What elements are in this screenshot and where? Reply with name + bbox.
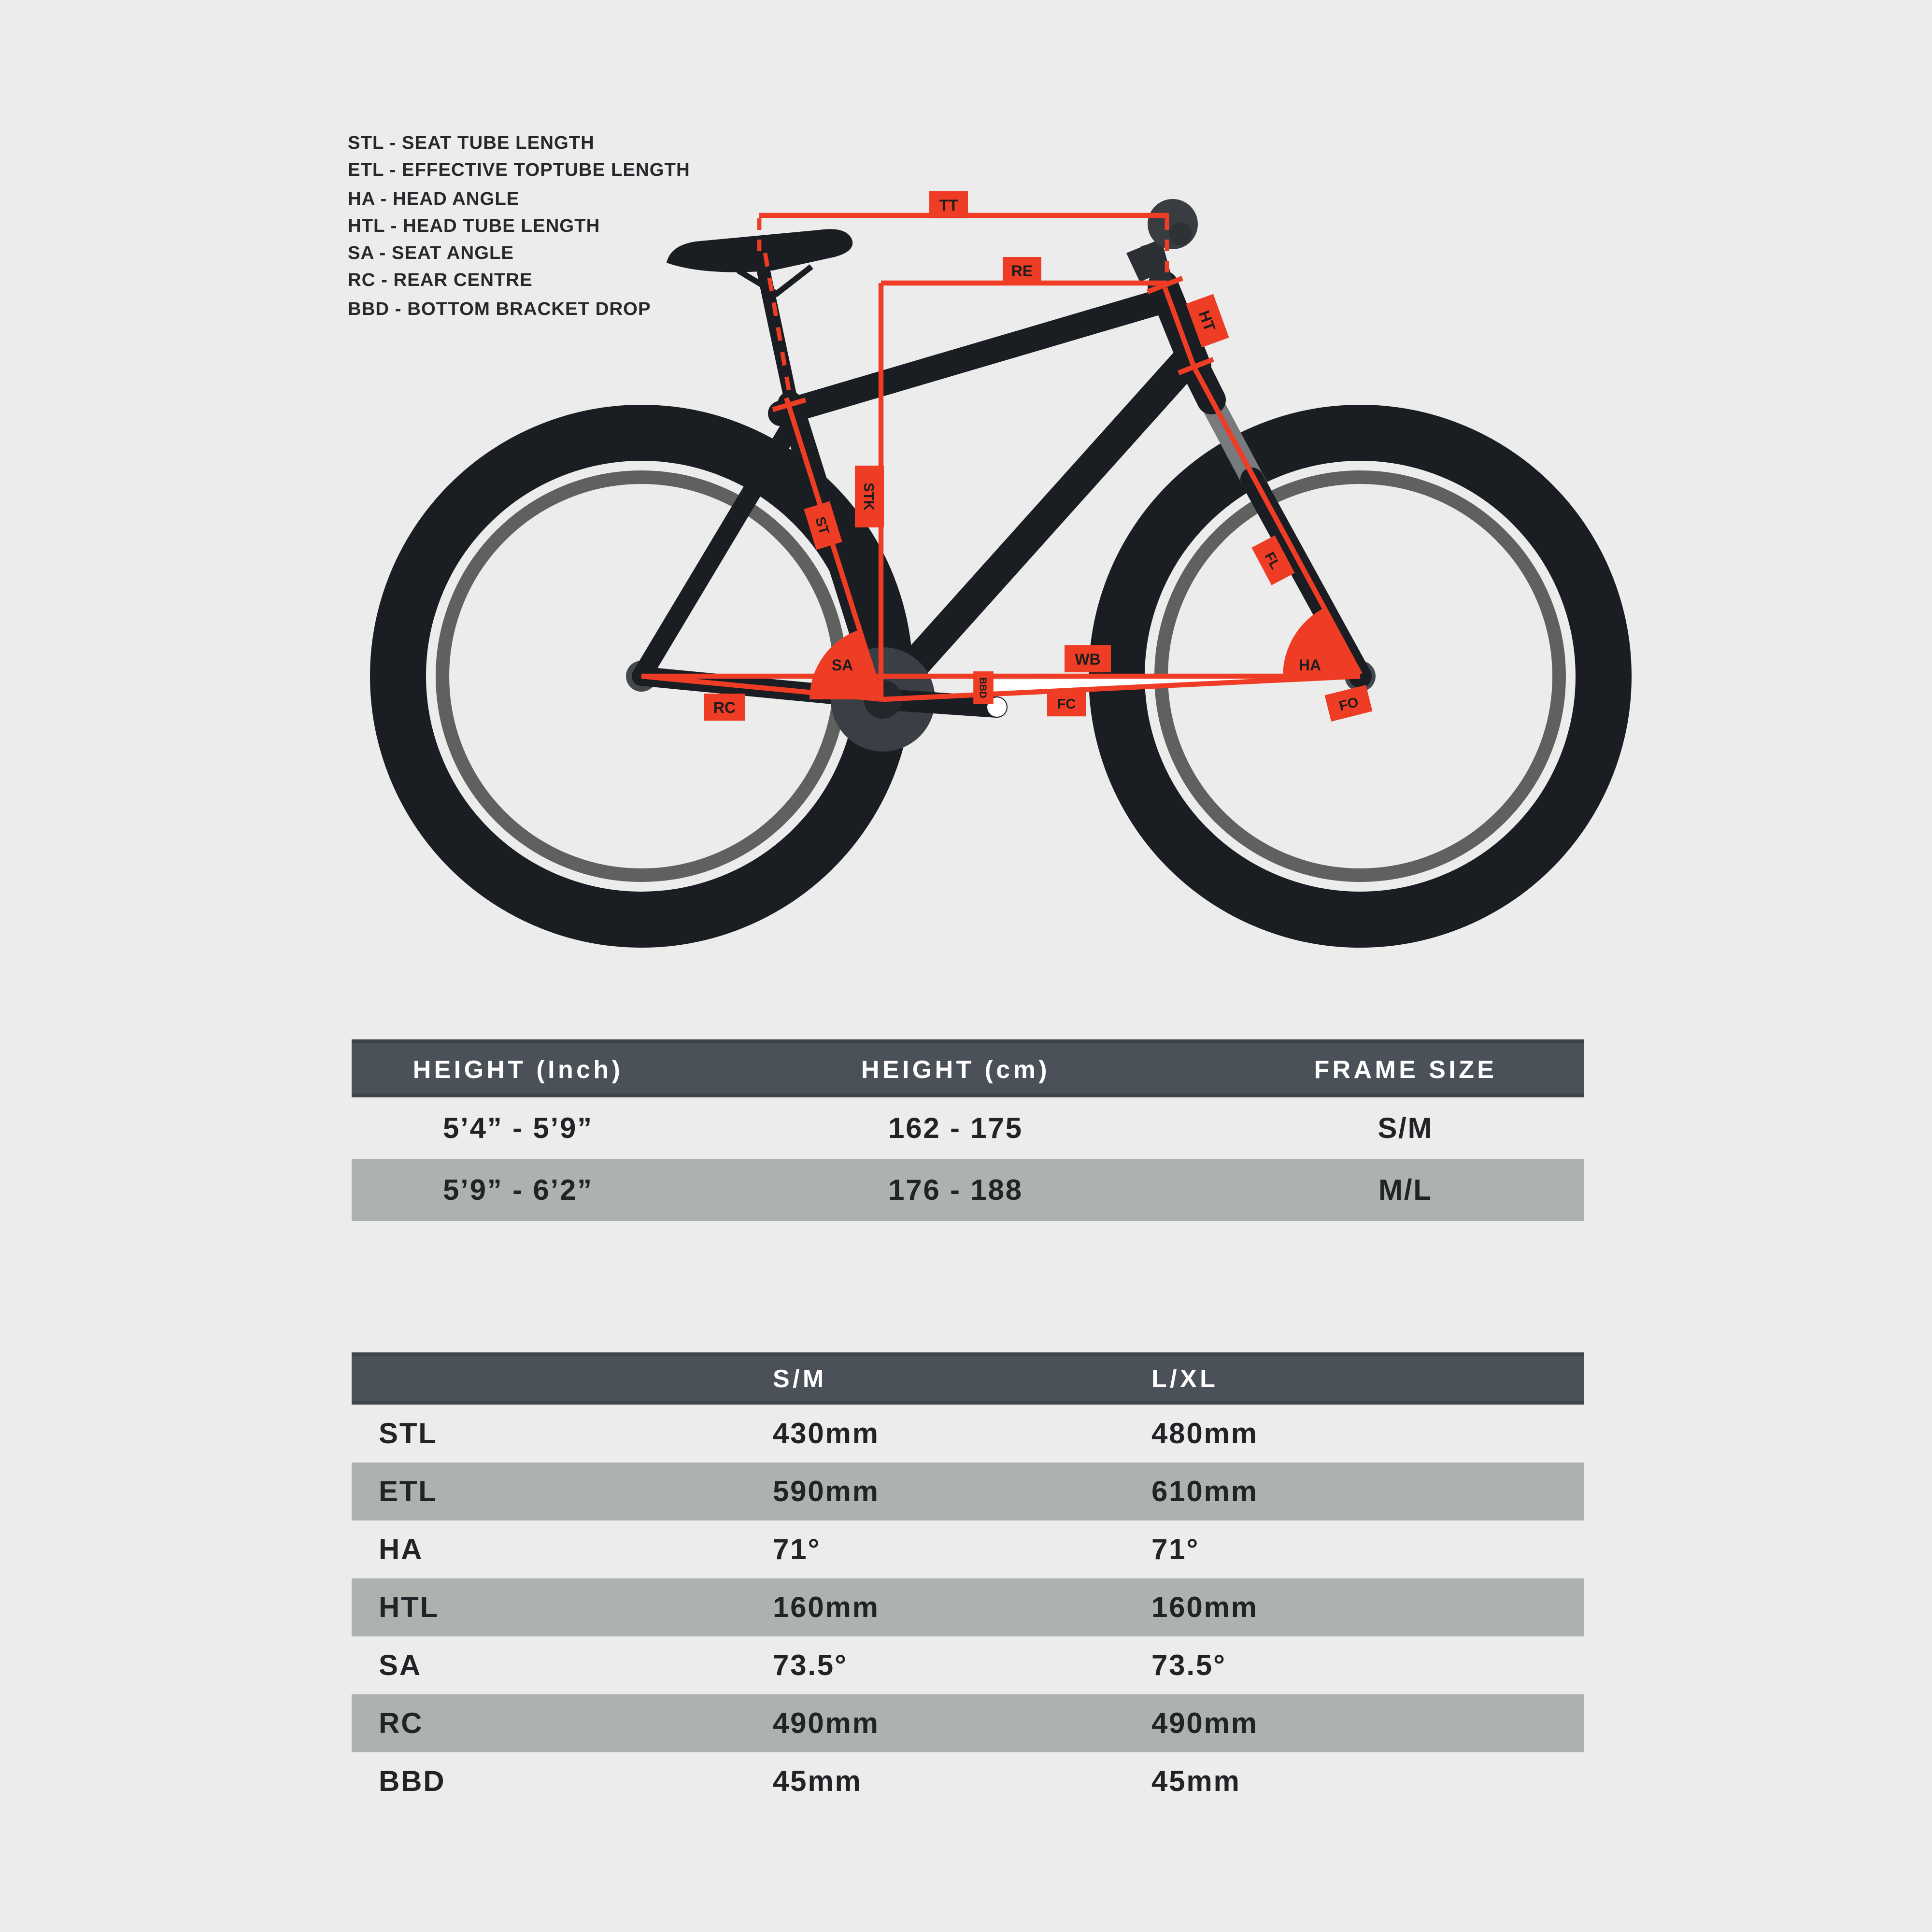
- height-cm-value: 176 - 188: [888, 1174, 1023, 1207]
- geometry-label: STL: [379, 1417, 438, 1450]
- geometry-label: SA: [379, 1649, 422, 1682]
- svg-text:FC: FC: [1057, 696, 1076, 712]
- geometry-label: HA: [379, 1533, 424, 1566]
- legend-line: HTL - HEAD TUBE LENGTH: [348, 216, 600, 238]
- label-bbd: [973, 671, 994, 704]
- label-tt: [929, 191, 968, 218]
- col-header-height-inch: HEIGHT (Inch): [412, 1054, 624, 1083]
- frame-size-value: S/M: [1378, 1112, 1434, 1145]
- lxl-value: 45mm: [1151, 1765, 1241, 1798]
- svg-text:WB: WB: [1075, 651, 1101, 668]
- svg-text:FO: FO: [1337, 694, 1360, 714]
- lxl-value: 490mm: [1151, 1707, 1258, 1740]
- sm-value: 71°: [773, 1533, 821, 1566]
- seat-angle-label: SA: [831, 656, 853, 674]
- table-row: [352, 1405, 1584, 1463]
- size-table-header: [352, 1039, 1584, 1097]
- table-row: [352, 1159, 1584, 1221]
- lxl-value: 73.5°: [1151, 1649, 1226, 1682]
- lxl-value: 160mm: [1151, 1591, 1258, 1624]
- lxl-value: 71°: [1151, 1533, 1200, 1566]
- lxl-value: 480mm: [1151, 1417, 1258, 1450]
- label-wb: [1065, 645, 1111, 672]
- rider-size-table: [352, 1039, 1584, 1221]
- lxl-value: 610mm: [1151, 1475, 1258, 1508]
- geometry-label: ETL: [379, 1475, 438, 1508]
- geometry-table-header: [352, 1352, 1584, 1405]
- svg-text:RC: RC: [713, 699, 736, 716]
- legend-line: HA - HEAD ANGLE: [348, 188, 520, 210]
- geometry-label: RC: [379, 1707, 424, 1740]
- frame-size-value: M/L: [1378, 1174, 1433, 1207]
- table-row: [352, 1520, 1584, 1578]
- table-row: [352, 1636, 1584, 1694]
- frame-geometry-table: [352, 1352, 1584, 1810]
- svg-text:BBD: BBD: [977, 677, 988, 698]
- grip-end: [1169, 222, 1192, 245]
- sm-value: 160mm: [773, 1591, 880, 1624]
- geometry-label: BBD: [379, 1765, 446, 1798]
- label-stk: [855, 466, 884, 527]
- col-header-lxl: L/XL: [1151, 1364, 1219, 1393]
- sm-value: 45mm: [773, 1765, 862, 1798]
- sm-value: 590mm: [773, 1475, 880, 1508]
- svg-text:TT: TT: [939, 197, 958, 214]
- bike-illustration: [398, 199, 1604, 920]
- legend-line: SA - SEAT ANGLE: [348, 243, 514, 265]
- sm-value: 430mm: [773, 1417, 880, 1450]
- sm-value: 490mm: [773, 1707, 880, 1740]
- svg-text:HT: HT: [1195, 308, 1219, 334]
- top-tube: [781, 301, 1161, 413]
- table-row: [352, 1578, 1584, 1636]
- saddle: [667, 229, 852, 294]
- svg-text:RE: RE: [1011, 262, 1033, 280]
- table-row: [352, 1694, 1584, 1752]
- height-cm-value: 162 - 175: [888, 1112, 1023, 1145]
- legend-line: ETL - EFFECTIVE TOPTUBE LENGTH: [348, 161, 690, 183]
- handlebar: [1126, 199, 1198, 286]
- label-fo: [1325, 685, 1373, 722]
- label-fc: [1047, 690, 1086, 716]
- legend-line: BBD - BOTTOM BRACKET DROP: [348, 299, 651, 321]
- height-inch-value: 5’4” - 5’9”: [443, 1112, 593, 1145]
- height-inch-value: 5’9” - 6’2”: [443, 1174, 593, 1207]
- label-rc: [704, 694, 745, 721]
- table-row: [352, 1752, 1584, 1810]
- col-header-sm: S/M: [773, 1364, 827, 1393]
- sm-value: 73.5°: [773, 1649, 848, 1682]
- geometry-label: HTL: [379, 1591, 440, 1624]
- legend-line: STL - SEAT TUBE LENGTH: [348, 133, 595, 155]
- col-header-frame-size: FRAME SIZE: [1314, 1054, 1497, 1083]
- col-header-height-cm: HEIGHT (cm): [861, 1054, 1050, 1083]
- table-row: [352, 1097, 1584, 1159]
- label-re: [1003, 257, 1041, 284]
- svg-text:ST: ST: [812, 515, 832, 537]
- table-row: [352, 1463, 1584, 1520]
- svg-text:FL: FL: [1261, 549, 1283, 572]
- head-angle-label: HA: [1298, 656, 1321, 674]
- svg-text:STK: STK: [860, 483, 876, 511]
- legend-line: RC - REAR CENTRE: [348, 271, 533, 293]
